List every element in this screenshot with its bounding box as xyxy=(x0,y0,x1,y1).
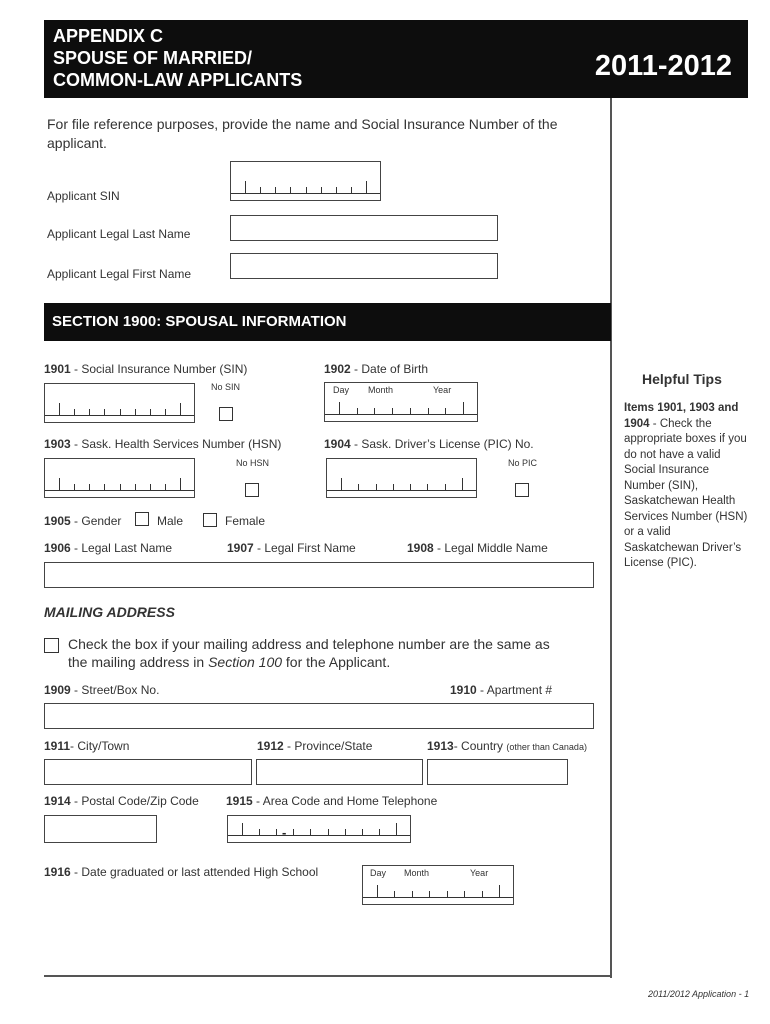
dob-year-label: Year xyxy=(433,385,452,395)
comb-tick-strip xyxy=(228,823,410,836)
comb-tick-strip xyxy=(325,402,477,415)
grad-year-label: Year xyxy=(470,868,489,878)
no-hsn-label: No HSN xyxy=(236,458,270,468)
comb-tick xyxy=(260,187,261,193)
comb-tick xyxy=(242,823,243,835)
field-1911-label: 1911- City/Town xyxy=(44,739,130,753)
field-1914-label: 1914 - Postal Code/Zip Code xyxy=(44,794,199,808)
section-1900-header: SECTION 1900: SPOUSAL INFORMATION xyxy=(44,303,611,341)
comb-tick xyxy=(290,187,291,193)
same-address-checkbox[interactable] xyxy=(44,638,59,653)
field-1910-label: 1910 - Apartment # xyxy=(450,683,553,697)
comb-tick xyxy=(165,484,166,490)
field-1915-label: 1915 - Area Code and Home Telephone xyxy=(226,794,438,808)
comb-tick xyxy=(345,829,346,835)
no-sin-label: No SIN xyxy=(211,382,241,392)
bottom-rule xyxy=(44,975,611,977)
comb-tick-strip xyxy=(327,478,476,491)
sin-input[interactable] xyxy=(44,383,195,423)
comb-tick xyxy=(412,891,413,897)
comb-tick xyxy=(357,408,358,414)
field-1902-label: 1902 - Date of Birth xyxy=(324,362,429,376)
comb-tick xyxy=(379,829,380,835)
comb-tick xyxy=(427,484,428,490)
field-1901-label: 1901 - Social Insurance Number (SIN) xyxy=(44,362,248,376)
comb-tick xyxy=(310,829,311,835)
intro-text: For file reference purposes, provide the name and Social Insurance Number of the applicant. xyxy=(47,116,558,151)
field-1907-label: 1907 - Legal First Name xyxy=(227,541,356,555)
field-1909-label: 1909 - Street/Box No. xyxy=(44,683,160,697)
comb-tick xyxy=(376,484,377,490)
comb-tick-strip xyxy=(45,478,194,491)
comb-tick xyxy=(447,891,448,897)
applicant-last-name-label: Applicant Legal Last Name xyxy=(47,227,191,241)
field-1912-label: 1912 - Province/State xyxy=(257,739,373,753)
no-pic-label: No PIC xyxy=(508,458,538,468)
gender-female-checkbox[interactable] xyxy=(203,513,217,527)
legal-name-input[interactable] xyxy=(44,562,594,588)
pic-input[interactable] xyxy=(326,458,477,498)
comb-tick xyxy=(150,484,151,490)
comb-tick xyxy=(377,885,378,897)
header-year: 2011-2012 xyxy=(594,50,732,82)
dob-month-label: Month xyxy=(368,385,394,395)
comb-tick xyxy=(120,409,121,415)
comb-tick xyxy=(429,891,430,897)
comb-tick xyxy=(499,885,500,897)
comb-tick xyxy=(374,408,375,414)
date-of-birth-input[interactable] xyxy=(324,382,478,422)
grad-month-label: Month xyxy=(404,868,430,878)
field-1905-label: 1905 - Gender xyxy=(44,514,122,528)
comb-tick xyxy=(362,829,363,835)
comb-tick xyxy=(428,408,429,414)
comb-tick xyxy=(336,187,337,193)
country-input[interactable] xyxy=(427,759,568,785)
comb-tick xyxy=(293,829,294,835)
helpful-tips-text: Items 1901, 1903 and 1904 - Check the appropriate boxes if you do not have a valid Social Insurance Number (SIN), Saskatchewan Health Services Number (HSN) or a valid Saskatchewan Driver’s License (PIC). xyxy=(624,402,748,569)
comb-tick xyxy=(89,409,90,415)
street-address-input[interactable] xyxy=(44,703,594,729)
city-input[interactable] xyxy=(44,759,252,785)
phone-dash: - xyxy=(282,825,287,840)
column-divider xyxy=(610,98,612,978)
comb-tick xyxy=(393,484,394,490)
header-title-line2: SPOUSE OF MARRIED/ xyxy=(53,48,253,68)
comb-tick xyxy=(74,484,75,490)
comb-tick xyxy=(150,409,151,415)
comb-tick xyxy=(89,484,90,490)
home-telephone-input[interactable] xyxy=(227,815,411,843)
comb-tick xyxy=(328,829,329,835)
comb-tick xyxy=(396,823,397,835)
comb-tick-strip xyxy=(363,885,513,898)
comb-tick xyxy=(306,187,307,193)
no-sin-checkbox[interactable] xyxy=(219,407,233,421)
comb-tick xyxy=(135,409,136,415)
postal-code-input[interactable] xyxy=(44,815,157,843)
comb-tick xyxy=(392,408,393,414)
applicant-first-name-input[interactable] xyxy=(230,253,498,279)
header-title-line3: COMMON-LAW APPLICANTS xyxy=(53,70,303,90)
province-input[interactable] xyxy=(256,759,423,785)
field-1903-label: 1903 - Sask. Health Services Number (HSN) xyxy=(44,437,282,451)
comb-tick xyxy=(445,484,446,490)
comb-tick xyxy=(410,484,411,490)
comb-tick xyxy=(482,891,483,897)
comb-tick xyxy=(135,484,136,490)
helpful-tips-title: Helpful Tips xyxy=(642,371,722,387)
applicant-last-name-input[interactable] xyxy=(230,215,498,241)
comb-tick xyxy=(275,187,276,193)
field-1908-label: 1908 - Legal Middle Name xyxy=(407,541,548,555)
same-address-text-line2: the mailing address in Section 100 for the Applicant. xyxy=(68,654,391,670)
applicant-first-name-label: Applicant Legal First Name xyxy=(47,267,192,281)
comb-tick xyxy=(358,484,359,490)
comb-tick xyxy=(120,484,121,490)
no-pic-checkbox[interactable] xyxy=(515,483,529,497)
comb-tick xyxy=(341,478,342,490)
comb-tick xyxy=(366,181,367,193)
comb-tick xyxy=(410,408,411,414)
comb-tick xyxy=(394,891,395,897)
gender-male-label: Male xyxy=(157,514,184,528)
comb-tick xyxy=(339,402,340,414)
page-footer: 2011/2012 Application - 1 xyxy=(648,989,750,999)
comb-tick xyxy=(464,891,465,897)
gender-male-checkbox[interactable] xyxy=(135,512,149,526)
comb-tick xyxy=(276,829,277,835)
appendix-header xyxy=(44,20,748,98)
header-title-line1: APPENDIX C xyxy=(53,26,164,46)
comb-tick xyxy=(104,409,105,415)
grad-day-label: Day xyxy=(370,868,387,878)
comb-tick xyxy=(180,478,181,490)
comb-tick xyxy=(165,409,166,415)
comb-tick-strip xyxy=(231,181,380,194)
comb-tick xyxy=(59,478,60,490)
comb-tick xyxy=(59,403,60,415)
comb-tick xyxy=(445,408,446,414)
comb-tick xyxy=(259,829,260,835)
comb-tick xyxy=(180,403,181,415)
gender-female-label: Female xyxy=(225,514,266,528)
field-1906-label: 1906 - Legal Last Name xyxy=(44,541,173,555)
hsn-input[interactable] xyxy=(44,458,195,498)
comb-tick xyxy=(74,409,75,415)
field-1904-label: 1904 - Sask. Driver’s License (PIC) No. xyxy=(324,437,534,451)
mailing-address-heading: MAILING ADDRESS xyxy=(44,604,175,620)
field-1913-label: 1913- Country (other than Canada) xyxy=(427,739,587,753)
applicant-sin-input[interactable] xyxy=(230,161,381,201)
comb-tick xyxy=(321,187,322,193)
graduation-date-input[interactable] xyxy=(362,865,514,905)
no-hsn-checkbox[interactable] xyxy=(245,483,259,497)
comb-tick xyxy=(104,484,105,490)
comb-tick xyxy=(462,478,463,490)
comb-tick xyxy=(351,187,352,193)
same-address-text-line1: Check the box if your mailing address and telephone number are the same as xyxy=(68,636,550,652)
comb-tick-strip xyxy=(45,403,194,416)
dob-day-label: Day xyxy=(333,385,350,395)
comb-tick xyxy=(463,402,464,414)
comb-tick xyxy=(245,181,246,193)
field-1916-label: 1916 - Date graduated or last attended High School xyxy=(44,865,319,879)
applicant-sin-label: Applicant SIN xyxy=(47,189,120,203)
